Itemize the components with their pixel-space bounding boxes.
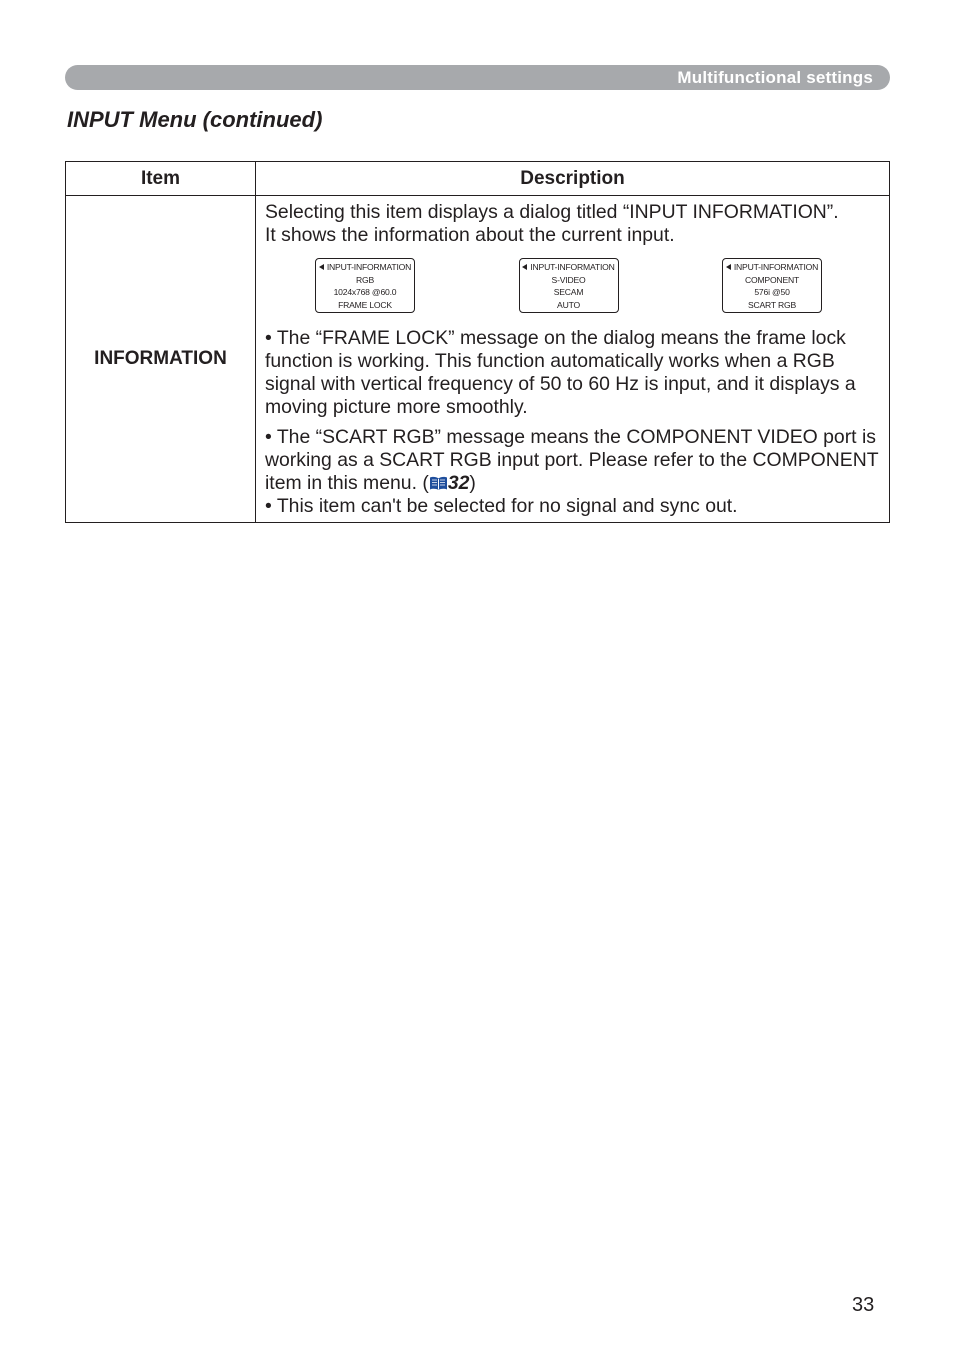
table-row <box>66 196 890 523</box>
dialog-examples <box>265 258 881 313</box>
dialog-line: S-VIDEO <box>551 274 586 285</box>
left-triangle-icon <box>726 264 731 270</box>
section-header-title: Multifunctional settings <box>677 68 873 87</box>
dialog-line: SECAM <box>553 287 584 298</box>
input-information-dialog-component <box>722 258 822 313</box>
page-title: INPUT Menu (continued) <box>67 107 323 132</box>
dialog-line: SCART RGB <box>747 299 797 310</box>
scart-note-close: ) <box>469 472 476 494</box>
left-triangle-icon <box>319 264 324 270</box>
page-number: 33 <box>852 1294 875 1316</box>
scart-note-text: • The “SCART RGB” message means the COMPONENT VIDEO port is working as a SCART RGB input port. Please refer to the COMPONENT item in this menu. ( <box>265 426 879 494</box>
dialog-line: 1024x768 @60.0 <box>333 287 397 298</box>
dialog-title: INPUT-INFORMATION <box>326 262 412 272</box>
dialog-title: INPUT-INFORMATION <box>733 262 819 272</box>
column-header-description: Description <box>256 162 890 196</box>
intro-line: It shows the information about the current input. <box>265 224 675 246</box>
item-name: INFORMATION <box>66 196 256 523</box>
item-description <box>256 196 890 523</box>
dialog-title: INPUT-INFORMATION <box>530 262 615 272</box>
book-icon <box>429 476 448 491</box>
intro-line: Selecting this item displays a dialog titled “INPUT INFORMATION”. <box>265 201 839 223</box>
input-information-dialog-rgb <box>315 258 415 313</box>
dialog-line: 576i @50 <box>754 287 790 298</box>
column-header-item: Item <box>66 162 256 196</box>
scart-rgb-note <box>265 426 881 495</box>
dialog-line: RGB <box>355 274 375 285</box>
frame-lock-note: • The “FRAME LOCK” message on the dialog means the frame lock function is working. This function automatically works when a RGB signal with vertical frequency of 50 to 60 Hz is input, and it displays a moving picture more smoothly. <box>265 327 856 418</box>
input-information-dialog-svideo <box>519 258 619 313</box>
no-signal-note: • This item can't be selected for no signal and sync out. <box>265 495 738 517</box>
input-menu-table <box>65 161 890 523</box>
table-header-row <box>66 162 890 196</box>
section-header-bar <box>65 65 890 90</box>
dialog-line: AUTO <box>557 299 580 310</box>
dialog-line: FRAME LOCK <box>338 299 392 310</box>
dialog-line: COMPONENT <box>744 274 800 285</box>
page-reference-link[interactable]: 32 <box>447 472 470 494</box>
left-triangle-icon <box>522 264 527 270</box>
